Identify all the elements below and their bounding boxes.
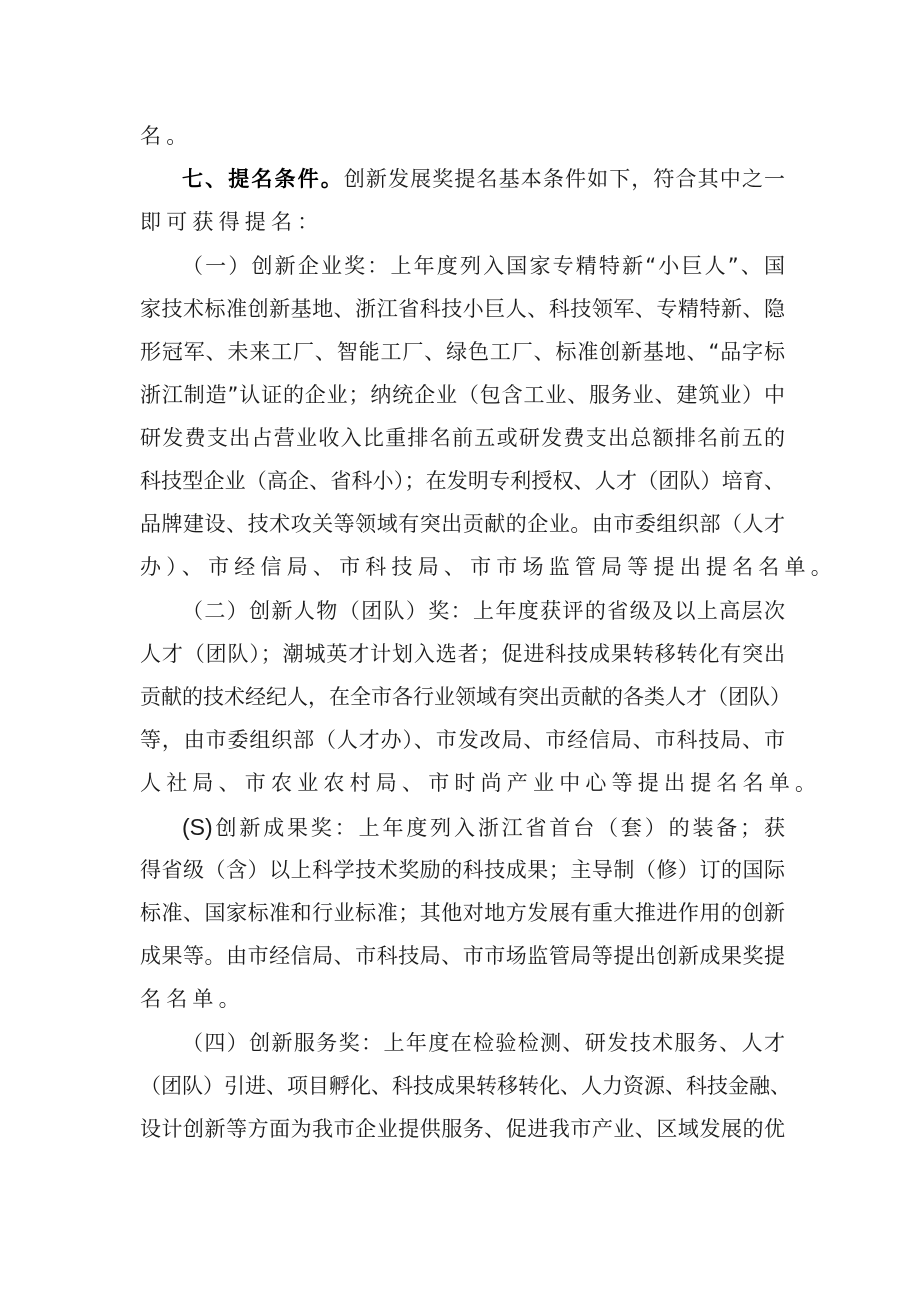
paragraph-line: 浙江制造”认证的企业；纳统企业（包含工业、服务业、建筑业）中 (140, 383, 785, 407)
paragraph-line: 标准、国家标准和行业标准；其他对地方发展有重大推进作用的创新 (140, 901, 785, 925)
paragraph-line (182, 812, 785, 843)
paragraph-line: 设计创新等方面为我市企业提供服务、促进我市产业、区域发展的优 (140, 1117, 785, 1141)
paragraph-line: 等，由市委组织部（人才办）、市发改局、市经信局、市科技局、市 (140, 728, 785, 752)
paragraph-line: 科技型企业（高企、省科小）；在发明专利授权、人才（团队）培育、 (140, 469, 785, 493)
paragraph-line: 品牌建设、技术攻关等领域有突出贡献的企业。由市委组织部（人才 (140, 512, 785, 536)
paragraph-line: （团队）引进、项目孵化、科技成果转移转化、人力资源、科技金融、 (140, 1074, 791, 1098)
list-marker: (S) (182, 814, 213, 840)
paragraph-line: 名名单。 (140, 987, 245, 1011)
paragraph-line: （二）创新人物（团队）奖：上年度获评的省级及以上高层次 (182, 599, 785, 623)
section-heading-text: 创新发展奖提名基本条件如下，符合其中之一 (343, 167, 786, 191)
paragraph-line: （一）创新企业奖：上年度列入国家专精特新“小巨人”、国 (182, 254, 785, 278)
paragraph-text: 创新成果奖：上年度列入浙江省首台（套）的装备；获 (212, 816, 785, 840)
paragraph-line: 人社局、市农业农村局、市时尚产业中心等提出提名名单。 (140, 771, 822, 795)
paragraph-line: 形冠军、未来工厂、智能工厂、绿色工厂、标准创新基地、“品字标 (140, 340, 785, 364)
paragraph-line: 家技术标准创新基地、浙江省科技小巨人、科技领军、专精特新、隐 (140, 297, 785, 321)
paragraph-line: 贡献的技术经纪人，在全市各行业领域有突出贡献的各类人才（团队） (140, 685, 791, 709)
paragraph-line: （四）创新服务奖：上年度在检验检测、研发技术服务、人才 (182, 1031, 785, 1055)
section-heading: 七、提名条件。 (182, 167, 344, 191)
paragraph-line: 研发费支出占营业收入比重排名前五或研发费支出总额排名前五的 (140, 426, 785, 450)
paragraph-line: 即可获得提名： (140, 210, 324, 234)
section-heading-line (182, 164, 785, 194)
paragraph-line: 成果等。由市经信局、市科技局、市市场监管局等提出创新成果奖提 (140, 944, 785, 968)
paragraph-line: 得省级（含）以上科学技术奖励的科技成果；主导制（修）订的国际 (140, 858, 785, 882)
paragraph-line: 名。 (140, 124, 193, 148)
paragraph-line: 人才（团队）；潮城英才计划入选者；促进科技成果转移转化有突出 (140, 642, 785, 666)
paragraph-line: 办）、市经信局、市科技局、市市场监管局等提出提名名单。 (140, 555, 837, 579)
